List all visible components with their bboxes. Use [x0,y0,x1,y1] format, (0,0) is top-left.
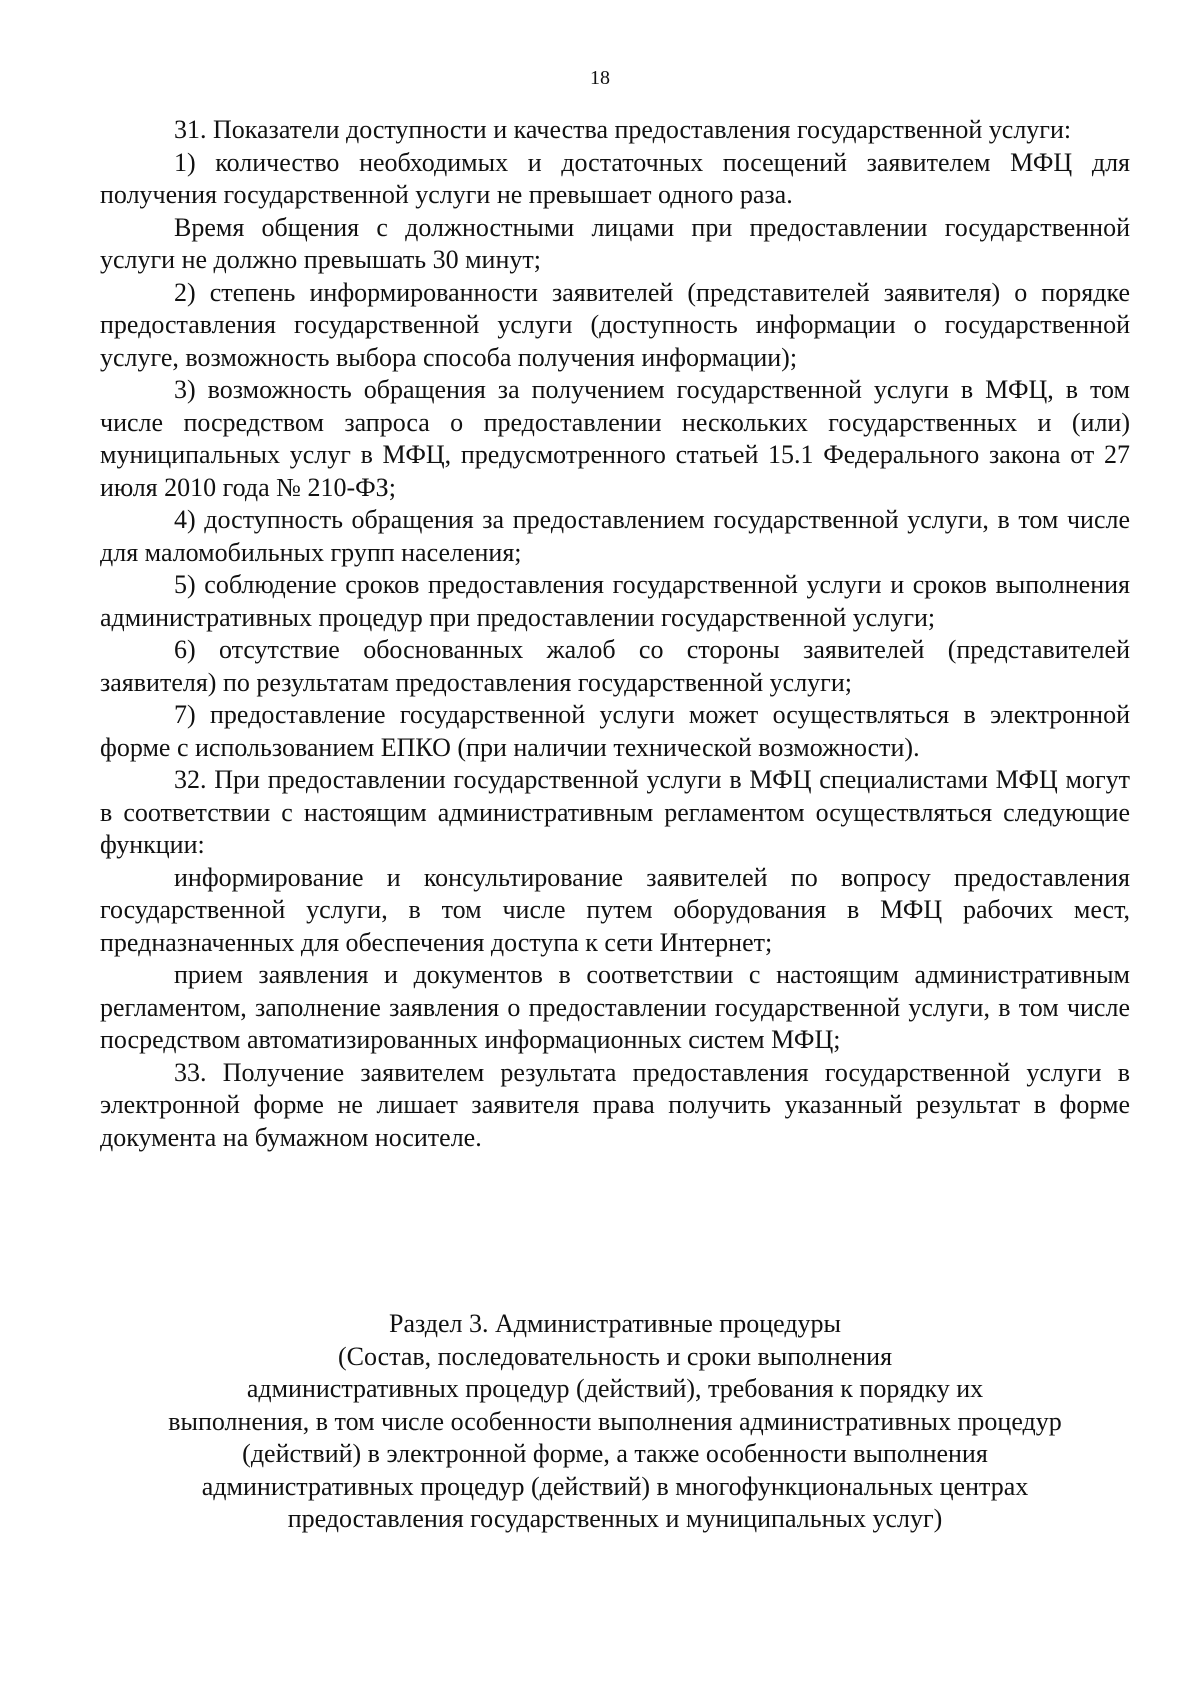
paragraph-31-item-3: 3) возможность обращения за получением государственной услуги в МФЦ, в том числе посредством запроса о предоставлении нескольких государственных и (или) муниципальных услуг в МФЦ, предусмотренного статьей 15.1 Федерального закона от 27 июля 2010 года № 210-ФЗ; [100,375,1130,502]
paragraph-31-heading: 31. Показатели доступности и качества предоставления государственной услуги: [174,115,1072,144]
paragraph-31-item-7: 7) предоставление государственной услуги может осуществляться в электронной форме с использованием ЕПКО (при наличии технической возможности). [100,700,1130,762]
paragraph-32-function-1: информирование и консультирование заявителей по вопросу предоставления государственной услуги, в том числе путем оборудования в МФЦ рабочих мест, предназначенных для обеспечения доступа к сети Интернет; [100,862,1130,957]
paragraph-31-item-1: 1) количество необходимых и достаточных посещений заявителем МФЦ для получения государственной услуги не превышает одного раза. [100,147,1130,209]
section-heading-line: Раздел 3. Административные процедуры [388,1309,842,1338]
paragraph-33: 33. Получение заявителем результата предоставления государственной услуги в электронной форме не лишает заявителя права получить указанный результат в форме документа на бумажном носителе. [100,1057,1130,1152]
paragraph-32-function-2: прием заявления и документов в соответствии с настоящим административным регламентом, заполнение заявления о предоставлении государственной услуги, в том числе посредством автоматизированных информационных систем МФЦ; [100,960,1130,1054]
document-body [100,114,1130,1154]
section-heading-line: (Состав, последовательность и сроки выполнения [337,1341,893,1371]
section-heading-line: выполнения, в том числе особенности выполнения административных процедур [168,1406,1062,1436]
paragraph-32-heading: 32. При предоставлении государственной услуги в МФЦ специалистами МФЦ могут в соответствии с настоящим административным регламентом осуществляться следующие функции: [100,765,1130,859]
paragraph-31-item-4: 4) доступность обращения за предоставлением государственной услуги, в том числе для маломобильных групп населения; [100,505,1130,567]
section-heading-line: (действий) в электронной форме, а также особенности выполнения [242,1439,988,1468]
section-heading-line: предоставления государственных и муниципальных услуг) [287,1504,943,1533]
section-3-heading [100,1308,1130,1536]
paragraph-31-item-5: 5) соблюдение сроков предоставления государственной услуги и сроков выполнения административных процедур при предоставлении государственной услуги; [100,570,1130,632]
section-heading-line: административных процедур (действий), требования к порядку их [246,1374,984,1403]
section-heading-line: административных процедур (действий) в многофункциональных центрах [201,1471,1029,1501]
paragraph-31-item-6: 6) отсутствие обоснованных жалоб со стороны заявителей (представителей заявителя) по результатам предоставления государственной услуги; [100,635,1130,697]
paragraph-31-item-2: 2) степень информированности заявителей (представителей заявителя) о порядке предоставления государственной услуги (доступность информации о государственной услуге, возможность выбора способа получения информации); [100,277,1130,372]
page-number: 18 [590,67,610,89]
paragraph-31-item-1-time: Время общения с должностными лицами при предоставлении государственной услуги не должно превышать 30 минут; [100,212,1130,274]
